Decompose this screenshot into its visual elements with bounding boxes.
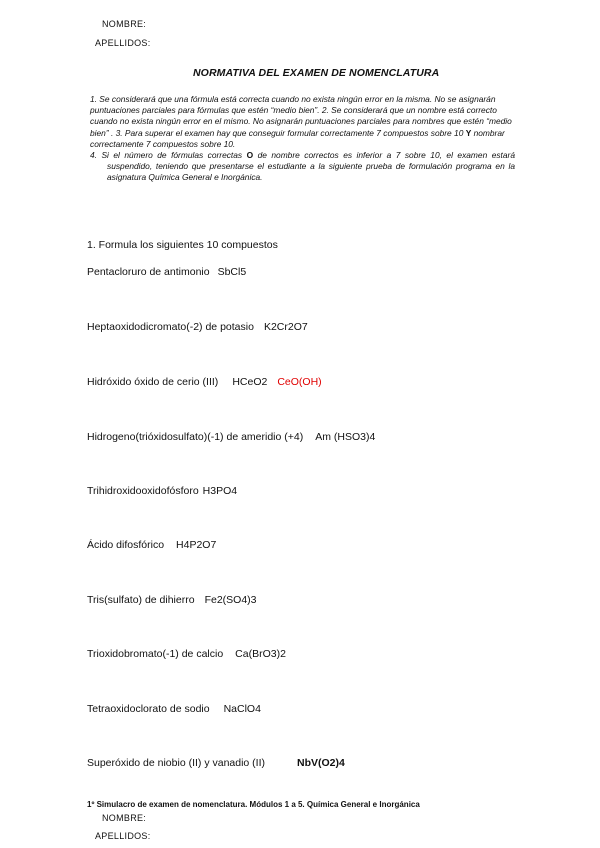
rule-4: 4. Si el número de fórmulas correctas O de nombre correctos es inferior a 7 sobre 10, el examen estará suspendido, teniendo que presentarse el estudiante a la siguiente prueba de formulación programa en la asignatura Química General e Inorgánica. <box>90 150 515 183</box>
rules-1-3: 1. Se considerará que una fórmula está correcta cuando no exista ningún error en la misma. No se asignarán puntuaciones parciales para fórmulas que estén “medio bien”. 2. Se considerará que un nombre está correcto cuando no exista ningún error en el mismo. No asignarán puntuaciones parciales para nombres que estén “medio bien” . 3. Para superar el examen hay que conseguir formular correctamente 7 compuestos sobre 10 Y nombrar correctamente 7 compuestos sobre 10. <box>90 94 512 149</box>
compound-item <box>87 594 257 606</box>
compound-formula: H4P2O7 <box>176 539 217 551</box>
footer-nombre-label: NOMBRE: <box>102 813 147 823</box>
compound-formula: Fe2(SO4)3 <box>204 594 257 606</box>
apellidos-label: APELLIDOS: <box>95 38 151 48</box>
compound-formula: Ca(BrO3)2 <box>235 648 286 660</box>
compound-name: Hidrogeno(trióxidosulfato)(-1) de ameridio (+4) <box>87 431 304 443</box>
page-footer: 1º Simulacro de examen de nomenclatura. Módulos 1 a 5. Química General e Inorgánica <box>87 800 420 809</box>
corrected-answer: CeO(OH) <box>277 376 322 388</box>
compound-name: Trihidroxidooxidofósforo <box>87 485 199 497</box>
compound-item <box>87 431 375 443</box>
compound-name: Hidróxido óxido de cerio (III) <box>87 376 219 388</box>
page-title: NORMATIVA DEL EXAMEN DE NOMENCLATURA <box>193 67 440 79</box>
compound-name: Pentacloruro de antimonio <box>87 266 210 278</box>
compound-name: Ácido difosfórico <box>87 539 165 551</box>
compound-item <box>87 703 261 715</box>
compound-formula: NbV(O2)4 <box>297 757 345 769</box>
compound-name: Trioxidobromato(-1) de calcio <box>87 648 224 660</box>
footer-apellidos-label: APELLIDOS: <box>95 831 151 841</box>
compound-item <box>87 321 308 333</box>
compound-formula: HCeO2 <box>232 376 268 388</box>
compound-item <box>87 539 216 551</box>
compound-name: Tris(sulfato) de dihierro <box>87 594 195 606</box>
compound-item <box>87 648 286 660</box>
compound-formula: Am (HSO3)4 <box>315 431 376 443</box>
compound-formula: NaClO4 <box>223 703 261 715</box>
question-heading: 1. Formula los siguientes 10 compuestos <box>87 239 278 251</box>
exam-rules <box>90 94 515 184</box>
compound-item <box>87 266 246 278</box>
compound-item <box>87 485 237 497</box>
compound-name: Heptaoxidodicromato(-2) de potasio <box>87 321 254 333</box>
compound-name: Superóxido de niobio (II) y vanadio (II) <box>87 757 266 769</box>
compound-item <box>87 757 345 769</box>
compound-formula: H3PO4 <box>202 485 238 497</box>
compound-name: Tetraoxidoclorato de sodio <box>87 703 210 715</box>
compound-formula: SbCl5 <box>217 266 247 278</box>
compound-item <box>87 376 322 388</box>
compound-formula: K2Cr2O7 <box>263 321 308 333</box>
nombre-label: NOMBRE: <box>102 19 147 29</box>
